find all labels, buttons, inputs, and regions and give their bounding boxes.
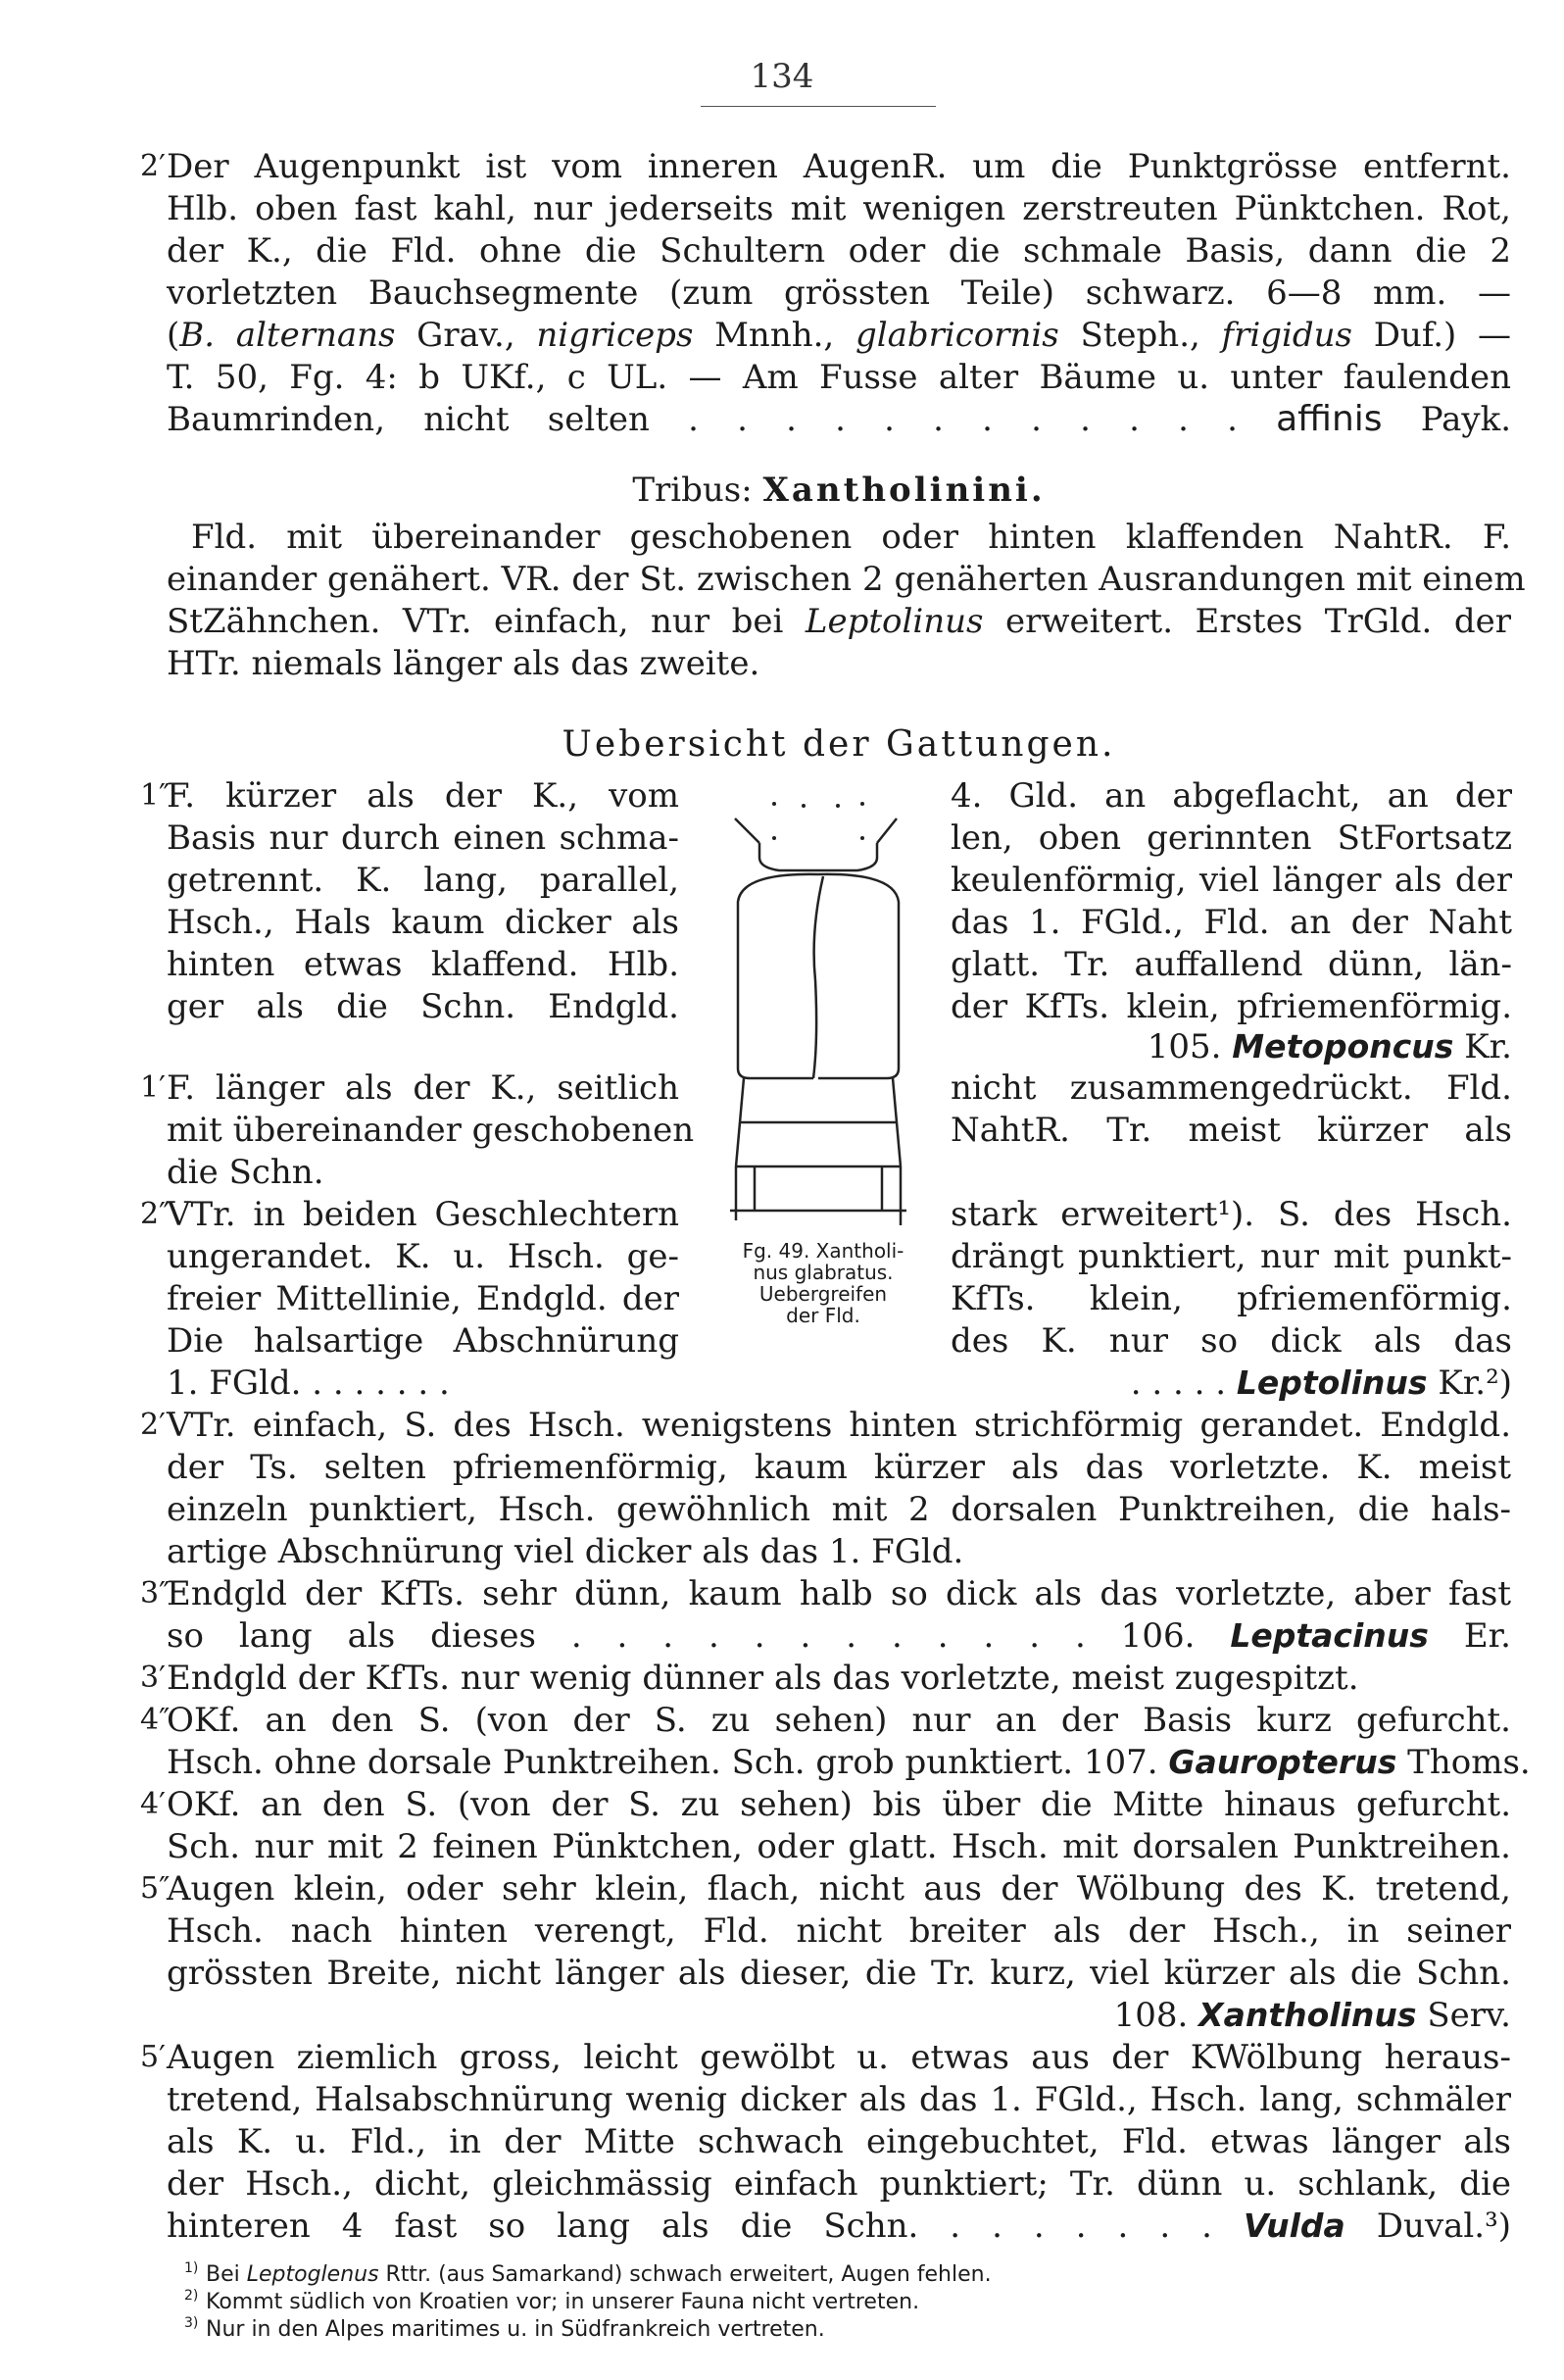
text-line: 1. FGld. . . . . . . . xyxy=(167,1364,450,1403)
right-col-line: KfTs. klein, pfriemenförmig. xyxy=(951,1279,1512,1318)
couplet-marker: 1″ xyxy=(140,778,171,813)
text-line: einzeln punktiert, Hsch. gewöhnlich mit 2 dorsalen Punktreihen, die hals- xyxy=(167,1490,1511,1529)
couplet-marker: 2′ xyxy=(140,149,166,183)
text-line: Augen ziemlich gross, leicht gewölbt u. etwas aus der KWölbung heraus- xyxy=(167,2038,1511,2077)
left-col-line: Hsch., Hals kaum dicker als xyxy=(167,903,679,942)
couplet-marker: 3″ xyxy=(140,1576,171,1611)
couplet-marker: 5″ xyxy=(140,1871,171,1906)
couplet-marker: 2′ xyxy=(140,1408,166,1442)
footnote-mark: 3) xyxy=(184,2315,199,2331)
synonym-line: (B. alternans Grav., nigriceps Mnnh., glabricornis Steph., frigidus Duf.) — xyxy=(167,316,1512,355)
text-line: grössten Breite, nicht länger als dieser, die Tr. kurz, viel kürzer als die Schn. xyxy=(167,1954,1511,1993)
text-line: Hsch. nach hinten verengt, Fld. nicht breiter als der Hsch., in seiner xyxy=(167,1911,1511,1951)
footnote: Bei Leptoglenus Rttr. (aus Samarkand) schwach erweitert, Augen fehlen. xyxy=(206,2262,992,2287)
beetle-figure xyxy=(720,784,916,1235)
text-line: Endgld der KfTs. sehr dünn, kaum halb so dick als das vorletzte, aber fast xyxy=(167,1574,1511,1613)
text-line: Hlb. oben fast kahl, nur jederseits mit wenigen zerstreuten Pünktchen. Rot, xyxy=(167,189,1511,228)
figure-dot xyxy=(772,802,776,806)
text-line: der K., die Fld. ohne die Schultern oder die schmale Basis, dann die 2 xyxy=(167,231,1511,271)
left-col-line: die Schn. xyxy=(167,1153,324,1192)
tribus-heading: Tribus: Xantholinini. xyxy=(632,471,1046,510)
genus-line: 105. Metoponcus Kr. xyxy=(1147,1027,1512,1066)
text-line: artige Abschnürung viel dicker als das 1. FGld. xyxy=(167,1532,964,1571)
header-rule xyxy=(701,106,936,107)
left-col-line: F. kürzer als der K., vom xyxy=(167,776,679,816)
text-line: OKf. an den S. (von der S. zu sehen) bis über die Mitte hinaus gefurcht. xyxy=(167,1785,1511,1824)
text-line: tretend, Halsabschnürung wenig dicker als das 1. FGld., Hsch. lang, schmäler xyxy=(167,2080,1511,2119)
right-col-line: drängt punktiert, nur mit punkt- xyxy=(951,1237,1512,1276)
figure-dot xyxy=(772,836,776,840)
genus-name: Metoponcus xyxy=(1232,1027,1454,1066)
page-number: 134 xyxy=(750,57,814,96)
footnote-mark: 2) xyxy=(184,2288,199,2304)
text-line: Fld. mit übereinander geschobenen oder hinten klaffenden NahtR. F. xyxy=(191,518,1511,557)
couplet-marker: 4″ xyxy=(140,1703,171,1737)
figure-dot xyxy=(860,802,864,806)
figure-stroke xyxy=(759,858,877,870)
footnote: Kommt südlich von Kroatien vor; in unserer Fauna nicht vertreten. xyxy=(206,2290,920,2314)
left-col-line: getrennt. K. lang, parallel, xyxy=(167,861,679,900)
text-line: Der Augenpunkt ist vom inneren AugenR. um die Punktgrösse entfernt. xyxy=(167,147,1511,186)
left-col-line: Basis nur durch einen schma- xyxy=(167,818,679,858)
left-col-line: F. länger als der K., seitlich xyxy=(167,1068,679,1108)
genus-line: Hsch. ohne dorsale Punktreihen. Sch. grob punktiert. 107. Gauropterus Thoms. xyxy=(167,1743,1531,1782)
left-col-line: Die halsartige Abschnürung xyxy=(167,1321,679,1361)
figure-dot xyxy=(802,804,806,808)
right-col-line: der KfTs. klein, pfriemenförmig. xyxy=(951,987,1512,1026)
genus-line: so lang als dieses . . . . . . . . . . . . 106. Leptacinus Er. xyxy=(167,1616,1511,1656)
genus-name: Leptolinus xyxy=(1236,1364,1428,1402)
genus-name: Leptacinus xyxy=(1230,1616,1429,1655)
footnote-mark: 1) xyxy=(184,2260,199,2276)
species-name: affinis xyxy=(1276,399,1383,439)
right-col-line: len, oben gerinnten StFortsatz xyxy=(951,818,1512,858)
genus-line: 108. Xantholinus Serv. xyxy=(1113,1996,1511,2035)
text-line: T. 50, Fg. 4: b UKf., c UL. — Am Fusse alter Bäume u. unter faulenden xyxy=(167,358,1511,397)
figure-stroke xyxy=(736,1122,740,1166)
footnote: Nur in den Alpes maritimes u. in Südfrankreich vertreten. xyxy=(206,2317,825,2342)
left-col-line: hinten etwas klaffend. Hlb. xyxy=(167,945,679,984)
tribus-name: Xantholinini. xyxy=(762,471,1046,510)
text-line: OKf. an den S. (von der S. zu sehen) nur an der Basis kurz gefurcht. xyxy=(167,1701,1511,1740)
figure-stroke xyxy=(893,1078,897,1122)
text-line: einander genähert. VR. der St. zwischen 2 genäherten Ausrandungen mit einem xyxy=(167,560,1526,599)
elytron-left xyxy=(738,874,818,1078)
text-line: Sch. nur mit 2 feinen Pünktchen, oder glatt. Hsch. mit dorsalen Punktreihen. xyxy=(167,1827,1511,1866)
left-col-line: ungerandet. K. u. Hsch. ge- xyxy=(167,1237,679,1276)
overview-title: Uebersicht der Gattungen. xyxy=(562,724,1116,765)
text-line: StZähnchen. VTr. einfach, nur bei Leptolinus erweitert. Erstes TrGld. der xyxy=(167,602,1512,641)
couplet-marker: 2″ xyxy=(140,1197,171,1231)
figure-stroke xyxy=(740,1078,744,1122)
figure-dot xyxy=(836,804,840,808)
genus-line: . . . . . Leptolinus Kr.²) xyxy=(1130,1364,1512,1403)
couplet-marker: 5′ xyxy=(140,2040,166,2074)
left-col-line: ger als die Schn. Endgld. xyxy=(167,987,679,1026)
right-col-line: stark erweitert¹). S. des Hsch. xyxy=(951,1195,1512,1234)
right-col-line: des K. nur so dick als das xyxy=(951,1321,1512,1361)
right-col-line: glatt. Tr. auffallend dünn, län- xyxy=(951,945,1512,984)
genus-line: hinteren 4 fast so lang als die Schn. . . . . . . . Vulda Duval.³) xyxy=(167,2206,1511,2246)
elytron-right xyxy=(818,874,899,1078)
figure-dot xyxy=(860,836,864,840)
text-line: der Hsch., dicht, gleichmässig einfach punktiert; Tr. dünn u. schlank, die xyxy=(167,2164,1511,2204)
text-line: VTr. einfach, S. des Hsch. wenigstens hinten strichförmig gerandet. Endgld. xyxy=(167,1406,1511,1445)
genus-name: Gauropterus xyxy=(1168,1743,1397,1781)
figure-stroke xyxy=(877,818,897,843)
right-col-line: keulenförmig, viel länger als der xyxy=(951,861,1512,900)
figure-stroke xyxy=(897,1122,901,1166)
genus-name: Xantholinus xyxy=(1198,1996,1417,2034)
left-col-line: mit übereinander geschobenen xyxy=(167,1111,695,1150)
text-line: als K. u. Fld., in der Mitte schwach eingebuchtet, Fld. etwas länger als xyxy=(167,2122,1511,2161)
figure-stroke xyxy=(735,818,759,843)
text-line: Endgld der KfTs. nur wenig dünner als das vorletzte, meist zugespitzt. xyxy=(167,1659,1359,1698)
text-line: vorletzten Bauchsegmente (zum grössten Teile) schwarz. 6—8 mm. — xyxy=(167,273,1511,313)
genus-name: Vulda xyxy=(1243,2206,1345,2245)
suture xyxy=(813,876,823,1078)
text-line: Augen klein, oder sehr klein, flach, nicht aus der Wölbung des K. tretend, xyxy=(167,1869,1511,1909)
text-line: der Ts. selten pfriemenförmig, kaum kürzer als das vorletzte. K. meist xyxy=(167,1448,1511,1487)
right-col-line: 4. Gld. an abgeflacht, an der xyxy=(951,776,1512,816)
figure-caption: Fg. 49. Xantholi- nus glabratus. Uebergreifen der Fld. xyxy=(742,1239,904,1327)
left-col-line: VTr. in beiden Geschlechtern xyxy=(167,1195,679,1234)
couplet-marker: 4′ xyxy=(140,1787,166,1821)
species-line: Baumrinden, nicht selten . . . . . . . . . . . . affinis Payk. xyxy=(167,399,1512,439)
left-col-line: freier Mittellinie, Endgld. der xyxy=(167,1279,679,1318)
right-col-line: nicht zusammengedrückt. Fld. xyxy=(951,1068,1512,1108)
couplet-marker: 1′ xyxy=(140,1070,166,1105)
right-col-line: das 1. FGld., Fld. an der Naht xyxy=(951,903,1512,942)
right-col-line: NahtR. Tr. meist kürzer als xyxy=(951,1111,1512,1150)
couplet-marker: 3′ xyxy=(140,1661,166,1695)
text-line: HTr. niemals länger als das zweite. xyxy=(167,644,760,683)
